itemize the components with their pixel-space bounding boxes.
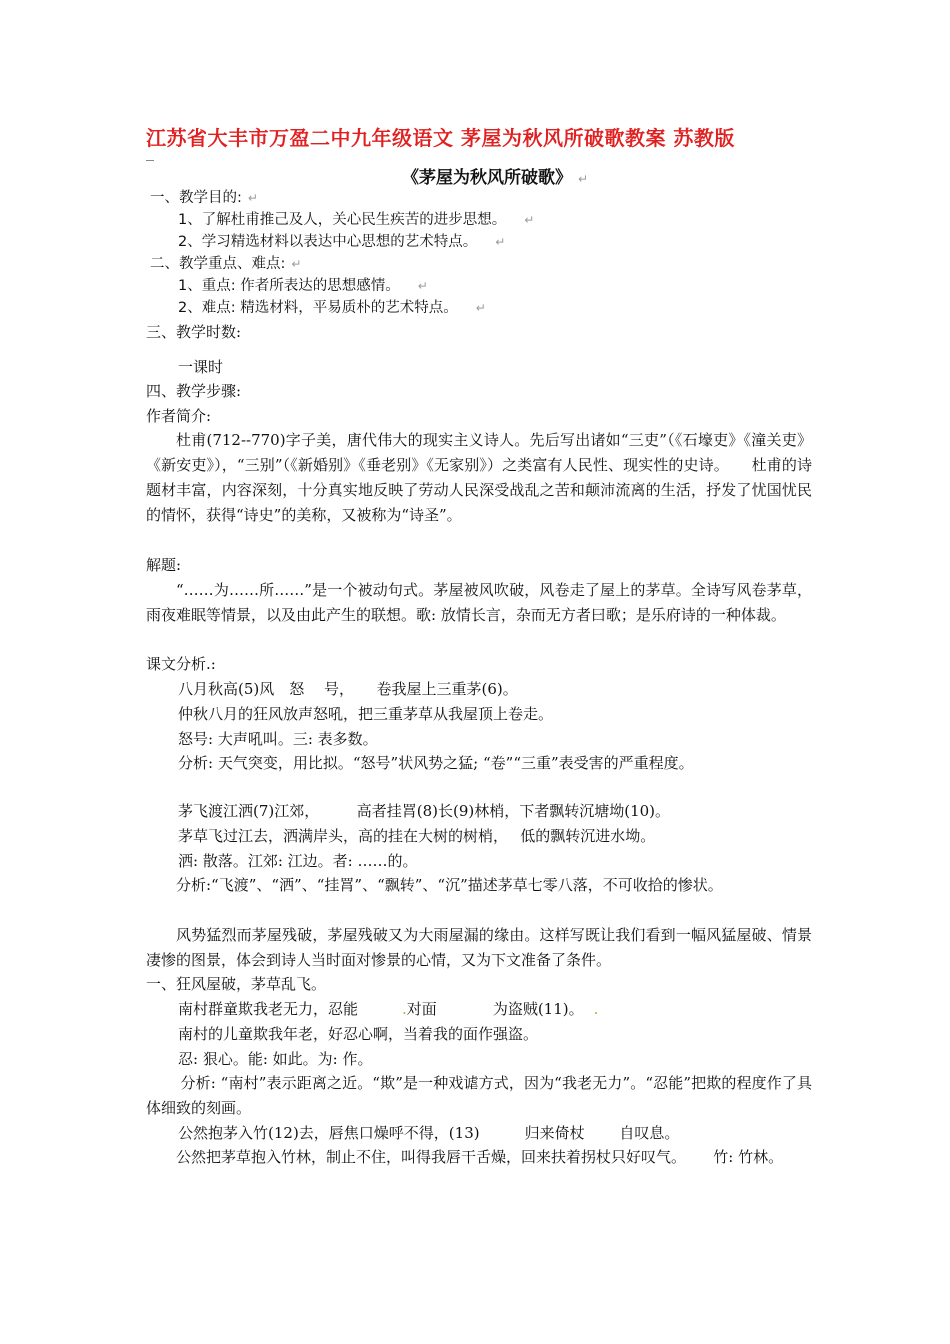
- poem-line-1: 八月秋高(5)风 怒 号， 卷我屋上三重茅(6)。: [178, 680, 518, 698]
- return-mark-icon: ↵: [577, 172, 589, 186]
- lesson-title-text: 《茅屋为秋风所破歌》: [401, 168, 572, 188]
- return-mark-icon: ↵: [417, 279, 428, 293]
- analysis-line-1: 分析: 天气突变，用比拟。“怒号”状风势之猛; “卷”“三重”表受害的严重程度。: [178, 754, 694, 772]
- poem-line-3: [178, 997, 598, 1021]
- poem-line-2: 茅飞渡江洒(7)江郊， 高者挂罥(8)长(9)林梢，下者飘转沉塘坳(10)。: [178, 802, 671, 820]
- goals-heading-text: 一、教学目的:: [150, 190, 242, 206]
- steps-heading: 四、教学步骤:: [146, 382, 242, 400]
- poem-line-4: 公然抱茅入竹(12)去，唇焦口燥呼不得，(13) 归来倚杖 自叹息。: [178, 1124, 680, 1142]
- author-heading: 作者简介:: [146, 407, 212, 425]
- jieti-paragraph: “……为……所……”是一个被动句式。茅屋被风吹破，风卷走了屋上的茅草。全诗写风卷茅草，雨夜难眠等情景，以及由此产生的联想。歌: 放情长言，杂而无方者曰歌；是乐府诗的一种体裁。: [146, 581, 812, 624]
- document-title: 江苏省大丰市万盈二中九年级语文 茅屋为秋风所破歌教案 苏教版: [146, 126, 735, 150]
- analysis-paragraph-3: 风势猛烈而茅屋残破，茅屋残破又为大雨屋漏的缘由。这样写既让我们看到一幅风猛屋破、情景凄惨的图景，体会到诗人当时面对惨景的心情，又为下文准备了条件。: [146, 926, 812, 969]
- key-point-2-text: 2、难点: 精选材料，平易质朴的艺术特点。: [178, 300, 458, 316]
- poem-line-3-part-c: 为盗贼(11)。: [492, 1000, 584, 1018]
- translation-line-3: 南村的儿童欺我年老，好忍心啊，当着我的面作强盗。: [178, 1025, 539, 1043]
- key-points-heading-text: 二、教学重点、难点:: [150, 256, 286, 272]
- key-point-1-text: 1、重点: 作者所表达的思想感情。: [178, 278, 400, 294]
- gloss-line-1: 怒号: 大声吼叫。三: 表多数。: [178, 730, 378, 748]
- summary-line-1: 一、狂风屋破，茅草乱飞。: [146, 975, 327, 993]
- lesson-title: [0, 163, 950, 188]
- hours-heading: 三、教学时数:: [146, 323, 242, 341]
- analysis-paragraph-4: 分析: “南村”表示距离之近。“欺”是一种戏谑方式，因为“我老无力”。“忍能”把欺的程度作了具体细致的刻画。: [146, 1074, 812, 1117]
- dot-mark-icon: .: [593, 1000, 599, 1018]
- goal-item-2-text: 2、学习精选材料以表达中心思想的艺术特点。: [178, 234, 478, 250]
- jieti-heading: 解题:: [146, 556, 182, 574]
- translation-paragraph-4: 公然把茅草抱入竹林，制止不住，叫得我唇干舌燥，回来扶着拐杖只好叹气。 竹: 竹林。: [176, 1148, 784, 1166]
- return-mark-icon: ↵: [475, 301, 486, 315]
- return-mark-icon: ↵: [495, 235, 506, 249]
- gloss-line-3: 忍: 狠心。能: 如此。为: 作。: [178, 1050, 373, 1068]
- divider-mark: [146, 160, 154, 161]
- return-mark-icon: ↵: [291, 257, 302, 271]
- translation-line-1: 仲秋八月的狂风放声怒吼，把三重茅草从我屋顶上卷走。: [178, 705, 554, 723]
- hours-value: 一课时: [178, 358, 224, 376]
- analysis-paragraph-2: 分析:“飞渡”、“洒”、“挂罥”、“飘转”、“沉”描述茅草七零八落，不可收拾的惨状。: [176, 876, 723, 894]
- analysis-heading: 课文分析.:: [146, 655, 216, 673]
- dot-mark-icon: .: [402, 1000, 407, 1018]
- key-point-2: [178, 296, 486, 320]
- goal-item-1: [178, 208, 534, 232]
- translation-line-2: 茅草飞过江去，洒满岸头，高的挂在大树的树梢， 低的飘转沉进水坳。: [178, 827, 656, 845]
- goals-heading: [150, 186, 258, 210]
- poem-line-3-part-b: 对面: [406, 1000, 437, 1018]
- author-paragraph: 杜甫(712--770)字子美，唐代伟大的现实主义诗人。先后写出诸如“三吏”（《石壕吏》《潼关吏》《新安吏》），“三别”（《新婚别》《垂老别》《无家别》）之类富有人民性、现实性的史诗。 杜甫的诗题材丰富，内容深刻，十分真实地反映了劳动人民深受战乱之苦和颠沛流离的生活，抒发了忧国忧民的情怀，获得“诗史”的美称，又被称为“诗圣”。: [146, 431, 812, 524]
- goal-item-1-text: 1、了解杜甫推己及人，关心民生疾苦的进步思想。: [178, 212, 507, 228]
- gloss-line-2: 洒: 散落。江郊: 江边。者: ……的。: [178, 852, 418, 870]
- poem-line-3-part-a: 南村群童欺我老无力，忍能: [178, 1000, 359, 1018]
- key-point-1: [178, 274, 428, 298]
- return-mark-icon: ↵: [524, 213, 535, 227]
- return-mark-icon: ↵: [247, 191, 258, 205]
- goal-item-2: [178, 230, 505, 254]
- key-points-heading: [150, 252, 301, 276]
